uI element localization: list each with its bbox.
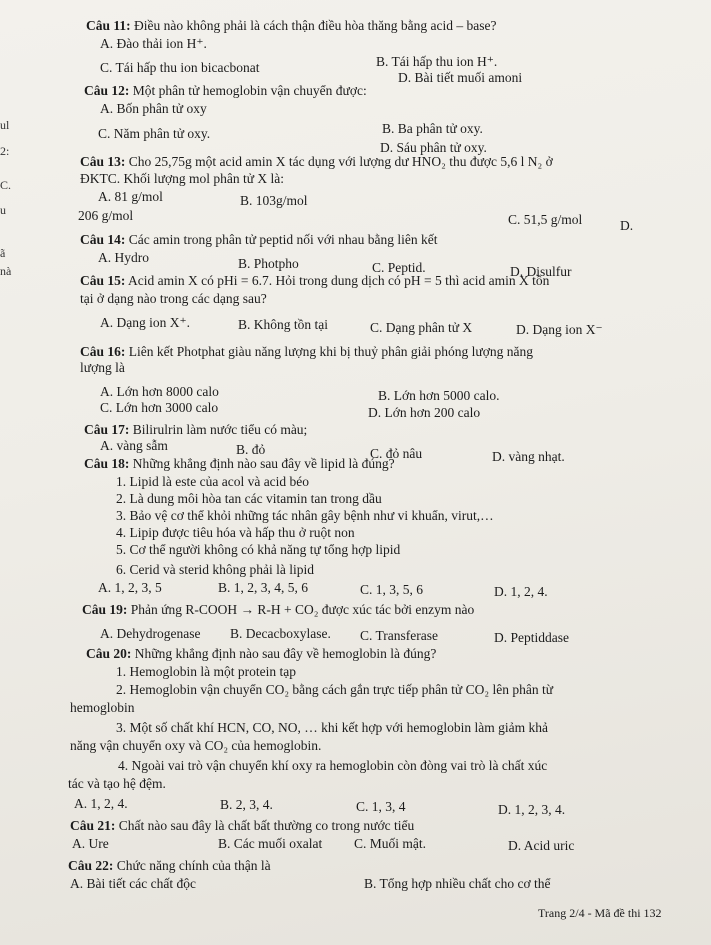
question-15 bbox=[80, 273, 549, 289]
option-d: D. 1, 2, 3, 4. bbox=[498, 802, 566, 817]
statement-cont: hemoglobin bbox=[70, 700, 135, 715]
option-a: A. Dehydrogenase bbox=[100, 626, 201, 641]
question-number: Câu 11: bbox=[86, 18, 131, 33]
question-number: Câu 15: bbox=[80, 273, 126, 288]
option-b: B. đỏ bbox=[236, 442, 266, 457]
question-18 bbox=[84, 456, 395, 472]
option-d: D. Disulfur bbox=[510, 264, 572, 279]
option-d: D. vàng nhạt. bbox=[492, 449, 565, 464]
question-number: Câu 14: bbox=[80, 232, 126, 247]
question-17 bbox=[84, 422, 307, 438]
option-b: B. Photpho bbox=[238, 256, 299, 271]
question-number: Câu 13: bbox=[80, 154, 126, 169]
statement: 4. Ngoài vai trò vận chuyển khí oxy ra hemoglobin còn đòng vai trò là chất xúc bbox=[118, 758, 548, 773]
statement: 2. Là dung môi hòa tan các vitamin tan trong dầu bbox=[116, 491, 382, 506]
option-d: D. Sáu phân tử oxy. bbox=[380, 140, 487, 155]
option-a: A. 81 g/mol bbox=[98, 189, 163, 204]
option-b: B. Ba phân tử oxy. bbox=[382, 121, 483, 136]
statement: 1. Hemoglobin là một protein tạp bbox=[116, 664, 296, 679]
option-c: C. Peptid. bbox=[372, 260, 426, 275]
question-stem: Chất nào sau đây là chất bất thường co trong nước tiểu bbox=[118, 818, 415, 833]
option-b: B. Lớn hơn 5000 calo. bbox=[378, 388, 500, 403]
statement: 6. Cerid và sterid không phải là lipid bbox=[116, 562, 314, 577]
option-b: B. Tổng hợp nhiều chất cho cơ thể bbox=[364, 876, 551, 891]
margin-mark: ul bbox=[0, 118, 10, 132]
option-a: A. 1, 2, 4. bbox=[74, 796, 128, 811]
question-number: Câu 19: bbox=[82, 602, 128, 617]
option-c: C. Tái hấp thu ion bicacbonat bbox=[100, 60, 260, 75]
page-footer: Trang 2/4 - Mã đề thi 132 bbox=[538, 906, 662, 920]
option-d: D. Dạng ion X⁻ bbox=[516, 322, 603, 337]
statement: 1. Lipid là este của acol và acid béo bbox=[116, 474, 310, 489]
question-number: Câu 21: bbox=[70, 818, 116, 833]
option-c: C. Muối mật. bbox=[354, 836, 427, 851]
option-b: B. Tái hấp thu ion H⁺. bbox=[376, 54, 498, 69]
option-d: D. bbox=[620, 218, 634, 233]
question-number: Câu 17: bbox=[84, 422, 130, 437]
question-stem: Một phân tử hemoglobin vận chuyển được: bbox=[132, 83, 367, 98]
option-d: D. Peptiddase bbox=[494, 630, 569, 645]
question-12 bbox=[84, 83, 367, 99]
question-13 bbox=[80, 154, 553, 170]
option-a: A. Hydro bbox=[98, 250, 149, 265]
option-a: A. Ure bbox=[72, 836, 109, 851]
statement-cont: năng vận chuyển oxy và CO₂ của hemoglobin. bbox=[70, 738, 322, 753]
option-d: D. Acid uric bbox=[508, 838, 575, 853]
question-19 bbox=[82, 602, 474, 618]
option-a: A. Dạng ion X⁺. bbox=[100, 315, 190, 330]
option-b: B. Decacboxylase. bbox=[230, 626, 331, 641]
question-stem: Acid amin X có pHi = 6.7. Hỏi trong dung dịch có pH = 5 thì acid amin X tồn bbox=[128, 273, 550, 288]
question-stem: Chức năng chính của thận là bbox=[116, 858, 271, 873]
statement: 5. Cơ thể người không có khả năng tự tổng hợp lipid bbox=[116, 542, 401, 557]
option-d: D. 1, 2, 4. bbox=[494, 584, 548, 599]
question-stem: Phản ứng R-COOH → R-H + CO₂ được xúc tác bởi enzym nào bbox=[130, 602, 475, 617]
question-16 bbox=[80, 344, 533, 360]
option-d-value: 206 g/mol bbox=[78, 208, 134, 223]
option-c: C. 1, 3, 4 bbox=[356, 799, 406, 814]
option-b: B. Không tồn tại bbox=[238, 317, 328, 332]
option-b: B. 1, 2, 3, 4, 5, 6 bbox=[218, 580, 309, 595]
option-a: A. Bốn phân tử oxy bbox=[100, 101, 207, 116]
question-22 bbox=[68, 858, 271, 874]
option-b: B. 2, 3, 4. bbox=[220, 797, 273, 812]
option-a: A. Lớn hơn 8000 calo bbox=[100, 384, 219, 399]
option-b: B. 103g/mol bbox=[240, 193, 308, 208]
statement: 2. Hemoglobin vận chuyển CO₂ bằng cách gắn trực tiếp phân tử CO₂ lên phân từ bbox=[116, 682, 554, 697]
option-c: C. Transferase bbox=[360, 628, 438, 643]
question-stem-cont: lượng là bbox=[80, 360, 125, 375]
option-d: D. Bài tiết muối amoni bbox=[398, 70, 523, 85]
option-a: A. Đào thải ion H⁺. bbox=[100, 36, 207, 51]
question-number: Câu 22: bbox=[68, 858, 114, 873]
question-stem: Điều nào không phải là cách thận điều hòa thăng bằng acid – base? bbox=[134, 18, 497, 33]
margin-mark: u bbox=[0, 203, 6, 217]
question-stem: Các amin trong phân tử peptid nối với nhau bằng liên kết bbox=[128, 232, 438, 247]
statement: 3. Một số chất khí HCN, CO, NO, … khi kết hợp với hemoglobin làm giảm khả bbox=[116, 720, 548, 735]
margin-mark: nà bbox=[0, 264, 12, 278]
margin-mark: 2: bbox=[0, 144, 10, 158]
question-stem: Những khẳng định nào sau đây về hemoglobin là đúng? bbox=[134, 646, 437, 661]
option-c: C. Dạng phân tử X bbox=[370, 320, 473, 335]
margin-mark: ã bbox=[0, 246, 6, 260]
question-stem: Liên kết Photphat giàu năng lượng khi bị thuỷ phân giải phóng lượng năng bbox=[128, 344, 534, 359]
margin-mark: C. bbox=[0, 178, 12, 192]
question-number: Câu 20: bbox=[86, 646, 132, 661]
question-14 bbox=[80, 232, 438, 248]
option-a: A. 1, 2, 3, 5 bbox=[98, 580, 162, 595]
statement: 3. Bảo vệ cơ thể khỏi những tác nhân gây bệnh như vi khuẩn, virut,… bbox=[116, 508, 494, 523]
question-number: Câu 16: bbox=[80, 344, 126, 359]
option-c: C. Lớn hơn 3000 calo bbox=[100, 400, 219, 415]
statement-cont: tác và tạo hệ đệm. bbox=[68, 776, 166, 791]
option-c: C. đỏ nâu bbox=[370, 446, 423, 461]
option-d: D. Lớn hơn 200 calo bbox=[368, 405, 481, 420]
question-stem: Những khẳng định nào sau đây về lipid là đúng? bbox=[132, 456, 395, 471]
question-stem-cont: ĐKTC. Khối lượng mol phân tử X là: bbox=[80, 171, 285, 186]
option-c: C. 1, 3, 5, 6 bbox=[360, 582, 424, 597]
option-b: B. Các muối oxalat bbox=[218, 836, 323, 851]
option-a: A. vàng sẫm bbox=[100, 438, 168, 453]
option-a: A. Bài tiết các chất độc bbox=[70, 876, 196, 891]
question-stem: Bilirulrin làm nước tiểu có màu; bbox=[132, 422, 308, 437]
question-11 bbox=[86, 18, 497, 34]
option-c: C. Năm phân tử oxy. bbox=[98, 126, 211, 141]
option-c: C. 51,5 g/mol bbox=[508, 212, 583, 227]
question-20 bbox=[86, 646, 436, 662]
question-stem: Cho 25,75g một acid amin X tác dụng với lượng dư HNO₂ thu được 5,6 l N₂ ở bbox=[128, 154, 553, 169]
question-stem-cont: tại ở dạng nào trong các dạng sau? bbox=[80, 291, 267, 306]
question-21 bbox=[70, 818, 414, 834]
statement: 4. Lipip được tiêu hóa và hấp thu ở ruột non bbox=[116, 525, 355, 540]
question-number: Câu 18: bbox=[84, 456, 130, 471]
question-number: Câu 12: bbox=[84, 83, 130, 98]
